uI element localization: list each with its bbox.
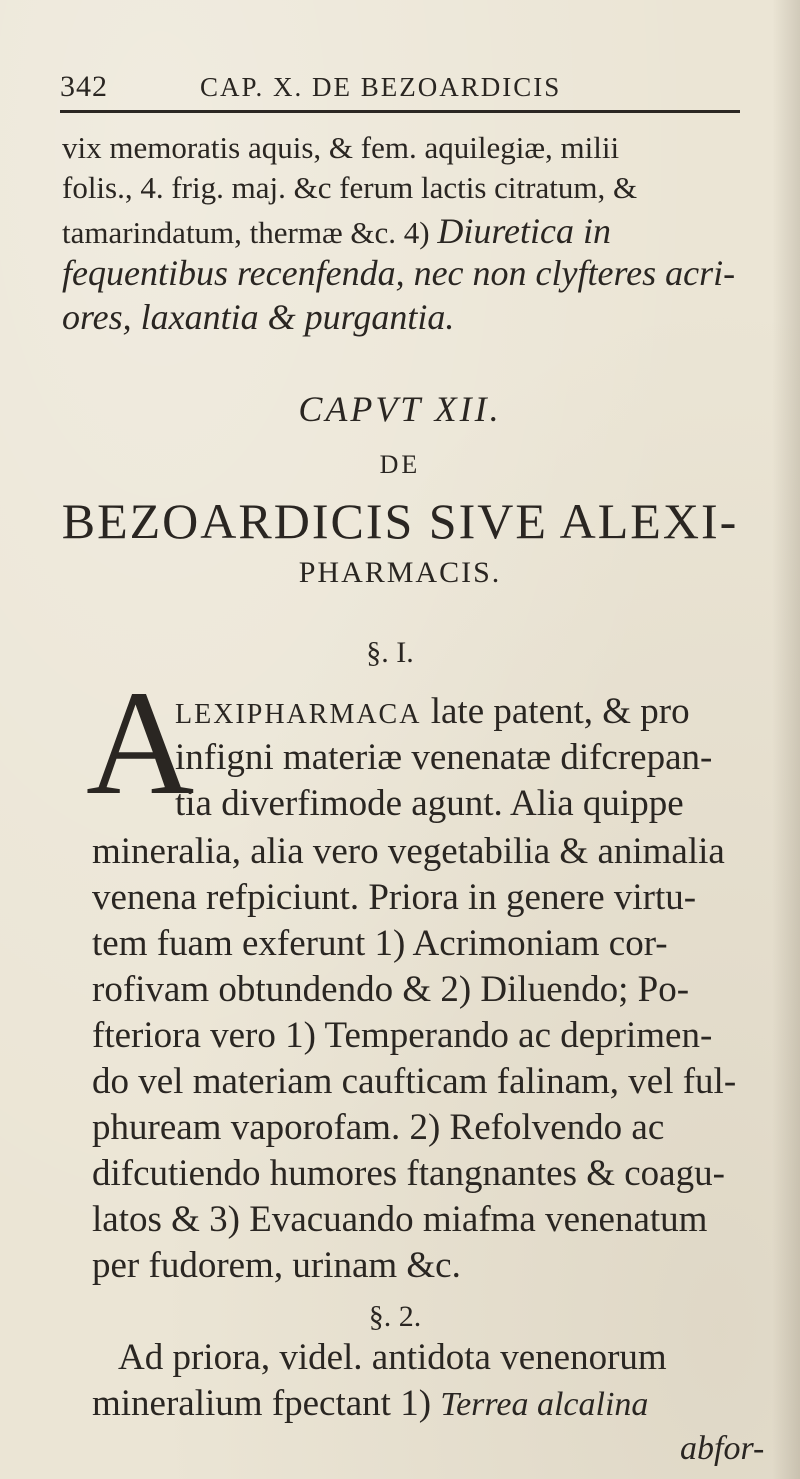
text-line: folis., 4. frig. maj. &c ferum lactis citratum, & (62, 170, 638, 205)
chapter-title: BEZOARDICIS SIVE ALEXI- (61, 493, 739, 549)
text-run-italic: Diuretica in (437, 211, 611, 251)
text-line: per fudorem, urinam &c. (92, 1245, 461, 1286)
chapter-number: CAPVT XII. (298, 389, 502, 429)
text-line: vix memoratis aquis, & fem. aquilegiæ, milii (62, 130, 620, 165)
text-line: do vel materiam caufticam falinam, vel ful- (92, 1061, 737, 1102)
chapter-subtitle: PHARMACIS. (298, 556, 502, 589)
text-run: mineralium fpectant 1) (92, 1383, 432, 1424)
text-line: difcutiendo humores ftangnantes & coagu- (92, 1153, 725, 1194)
catchword: abfor- (680, 1430, 765, 1467)
text-line: infigni materiæ venenatæ difcrepan- (175, 737, 713, 778)
drop-cap: A (86, 660, 195, 826)
text-line-italic: ores, laxantia & purgantia. (62, 297, 455, 337)
page-edge-shadow (772, 0, 800, 1479)
header-rule (60, 110, 740, 113)
text-run-italic: Terrea alcalina (440, 1386, 649, 1423)
text-run: late patent, & pro (430, 691, 690, 732)
section-mark: §. 2. (368, 1300, 422, 1333)
text-line: tia diverfimode agunt. Alia quippe (175, 783, 684, 824)
text-line: venena refpiciunt. Priora in genere virtu- (92, 877, 697, 918)
page-number: 342 (60, 70, 108, 103)
text-line (62, 210, 611, 252)
text-line: mineralia, alia vero vegetabilia & animalia (92, 831, 725, 872)
text-line: latos & 3) Evacuando miafma venenatum (92, 1199, 708, 1240)
text-line: Ad priora, videl. antidota venenorum (118, 1337, 667, 1378)
page-header (60, 62, 750, 102)
text-line-italic: fequentibus recenfenda, nec non clyfteres acri- (62, 253, 736, 293)
section-mark: §. I. (366, 636, 414, 669)
text-line: fteriora vero 1) Temperando ac deprimen- (92, 1015, 713, 1056)
text-line: tem fuam exferunt 1) Acrimoniam cor- (92, 923, 668, 964)
text-line: rofivam obtundendo & 2) Diluendo; Po- (92, 969, 690, 1010)
chapter-de: DE (379, 450, 421, 479)
text-line (92, 1382, 648, 1425)
running-head: CAP. X. DE BEZOARDICIS (200, 72, 562, 102)
text-line: phuream vaporofam. 2) Refolvendo ac (92, 1107, 665, 1148)
text-run: tamarindatum, thermæ &c. 4) (62, 215, 430, 250)
text-line (175, 690, 690, 733)
text-run-smallcaps: LEXIPHARMACA (175, 699, 422, 730)
